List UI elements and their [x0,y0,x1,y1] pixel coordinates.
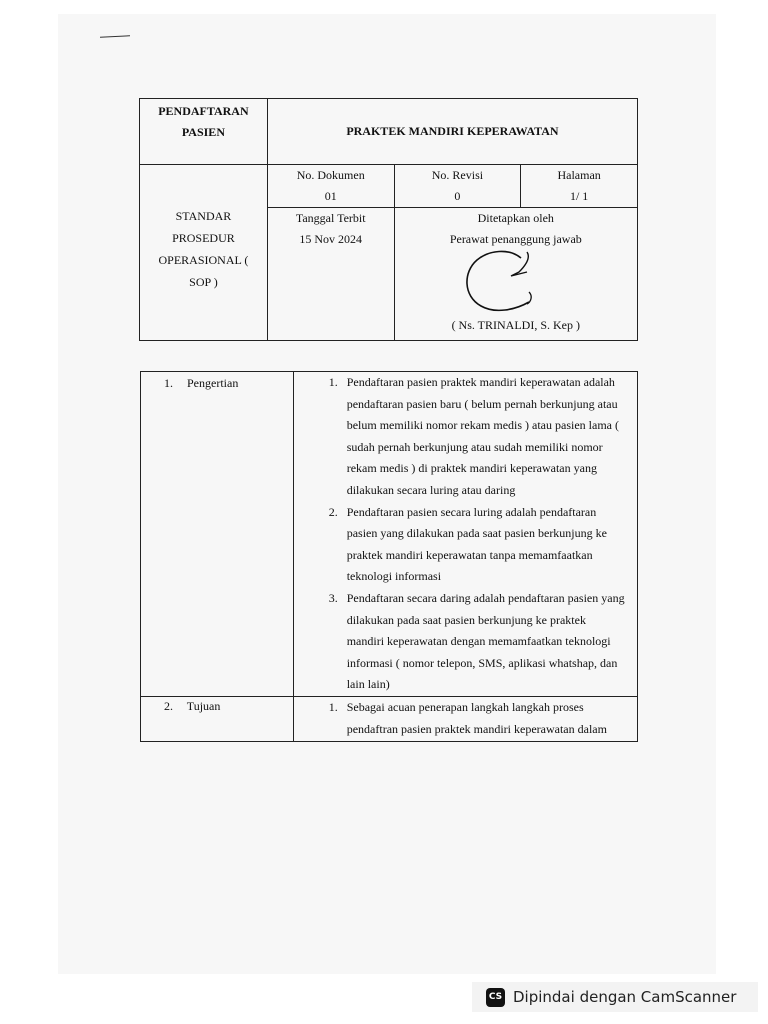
item-text [347,588,631,696]
text-line: pasien yang dilakukan pada saat pasien berkunjung ke [346,526,607,541]
signature [453,246,553,318]
text-line: lain lain) [346,677,390,692]
text-line: Pendaftaran pasien secara luring adalah pendaftaran [346,504,597,519]
text-line: dilakukan pada saat pasien berkunjung ke praktek [346,612,586,627]
text-line: Sebagai acuan penerapan langkah langkah proses [346,700,584,714]
revision-label: No. Revisi [431,168,484,182]
item-number: 3. [328,590,338,605]
section-number: 1. [164,376,173,390]
item-text [347,502,631,588]
revision-cell [394,165,521,208]
text-line: Pendaftaran secara daring adalah pendaftaran pasien yang [346,590,625,605]
text-line: teknologi informasi [346,569,442,584]
text-line: Pendaftaran pasien praktek mandiri keperawatan adalah [346,375,615,389]
issue-date-cell [267,208,394,341]
form-title-line2: PASIEN [181,125,225,139]
approval-cell [394,208,637,341]
section-pengertian-label [141,372,294,697]
item-text [347,372,631,502]
section-number: 2. [164,699,173,713]
page-value: 1/ 1 [569,189,589,203]
sop-line2: PROSEDUR [172,231,235,245]
sop-line3: OPERASIONAL ( [158,253,249,267]
section-title: Pengertian [187,376,239,390]
page-label: Halaman [557,168,601,182]
document-title: PRAKTEK MANDIRI KEPERAWATAN [267,99,637,165]
text-line: dilakukan secara luring atau daring [346,482,516,497]
item-number: 2. [328,504,338,519]
revision-value: 0 [454,189,461,203]
page-cell [521,165,638,208]
item-text [347,697,631,740]
doc-number-cell [267,165,394,208]
approver-role: Perawat penanggung jawab [449,232,582,246]
definition-list [294,372,637,696]
section-tujuan-content [293,697,637,742]
approved-by-label: Ditetapkan oleh [477,211,554,225]
approver-name: ( Ns. TRINALDI, S. Kep ) [451,318,580,332]
section-title: Tujuan [186,699,221,713]
text-line: pendaftran pasien praktek mandiri keperawatan dalam [346,721,607,736]
list-item [294,502,631,588]
camscanner-watermark [472,982,758,1012]
sop-header-table [139,98,638,341]
text-line: mandiri keperawatan dengan memamfaatkan teknologi [346,634,611,649]
issue-date-value: 15 Nov 2024 [299,232,363,246]
item-number: 1. [328,375,338,389]
doc-number-label: No. Dokumen [296,168,365,182]
list-item [294,697,631,740]
list-item [294,372,631,502]
text-line: belum memiliki nomor rekam medis ) atau pasien lama ( [346,418,619,433]
text-line: informasi ( nomor telepon, SMS, aplikasi whatshap, dan [346,655,618,670]
purpose-list [294,697,637,740]
watermark-text: Dipindai dengan CamScanner [513,988,737,1006]
section-pengertian-content [293,372,637,697]
sop-line4: SOP ) [189,275,218,289]
section-tujuan-label [141,697,294,742]
sop-content-table [140,371,638,742]
sop-line1: STANDAR [175,209,232,223]
list-item [294,588,631,696]
item-number: 1. [328,700,338,714]
text-line: praktek mandiri keperawatan tanpa memamfaatkan [346,547,593,562]
form-title-cell [140,99,268,165]
text-line: sudah pernah berkunjung atau sudah memiliki nomor [346,439,603,454]
sop-label-cell [140,165,268,341]
doc-number-value: 01 [324,189,337,203]
text-line: rekam medis ) di praktek mandiri keperawatan yang [346,461,597,476]
text-line: pendaftaran pasien baru ( belum pernah berkunjung atau [346,396,618,411]
form-title-line1: PENDAFTARAN [158,104,249,118]
camscanner-logo-icon: CS [486,988,505,1007]
issue-date-label: Tanggal Terbit [295,211,366,225]
